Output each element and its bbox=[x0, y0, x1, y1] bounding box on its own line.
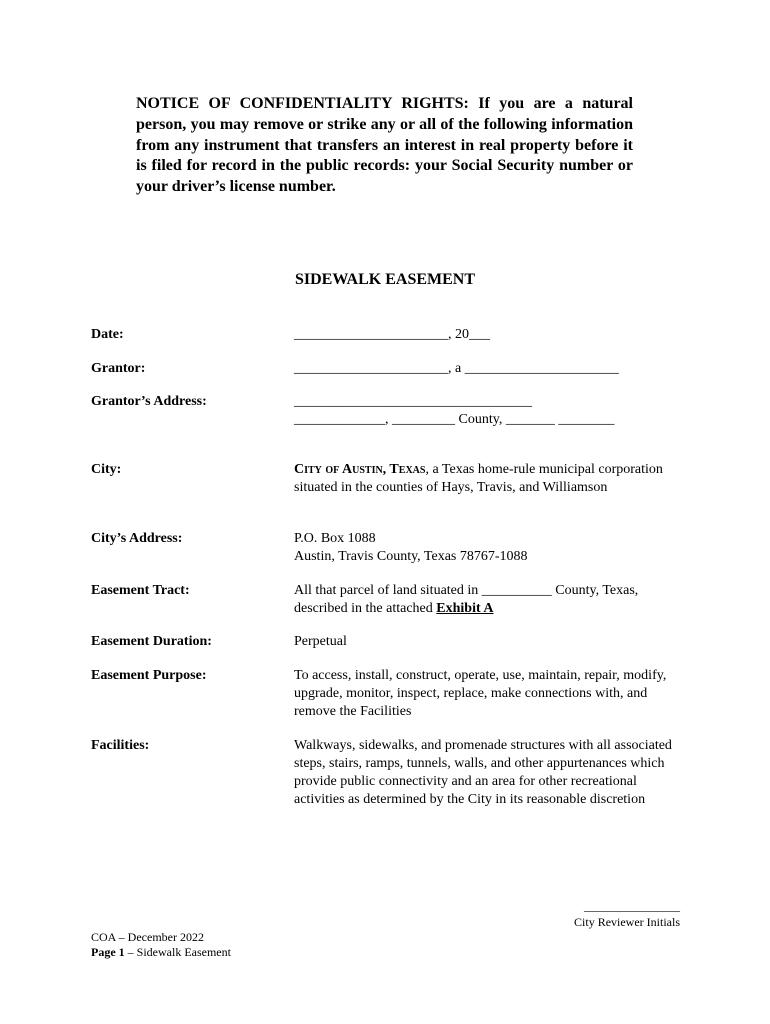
city-reviewer-initials bbox=[540, 898, 680, 930]
city-address-value bbox=[294, 530, 674, 566]
city-address-line2: Austin, Travis County, Texas 78767-1088 bbox=[294, 549, 528, 564]
easement-tract-label: Easement Tract: bbox=[91, 583, 190, 598]
city-description bbox=[294, 461, 674, 497]
city-address-line1: P.O. Box 1088 bbox=[294, 531, 376, 546]
easement-purpose-label: Easement Purpose: bbox=[91, 668, 207, 683]
date-value bbox=[294, 326, 674, 344]
grantor-blank: ______________________, a ______________________ bbox=[294, 361, 619, 376]
easement-tract-description: All that parcel of land situated in __________ County, Texas, described in the attached bbox=[294, 583, 639, 616]
city-name: City of Austin, Texas bbox=[294, 462, 426, 477]
grantor-address-line1: __________________________________ bbox=[294, 394, 532, 409]
easement-duration-label: Easement Duration: bbox=[91, 634, 212, 649]
grantor-label: Grantor: bbox=[91, 361, 146, 376]
city-description-rest: , a Texas home-rule municipal corporation situated in the counties of Hays, Travis, and Williamson bbox=[294, 462, 663, 495]
footer-org-date: COA – December 2022 bbox=[91, 930, 204, 944]
city-value bbox=[294, 461, 674, 497]
easement-duration-value bbox=[294, 633, 674, 651]
grantor-address-label: Grantor’s Address: bbox=[91, 394, 207, 409]
facilities-text: Walkways, sidewalks, and promenade structures with all associated steps, stairs, ramps, tunnels, walls, and other appurtenances which provide public connectivity and an area for other recreational activities as determined by the City in its reasonable discretion bbox=[294, 738, 672, 807]
easement-purpose-value bbox=[294, 667, 674, 721]
grantor-value bbox=[294, 360, 674, 378]
city-address-label: City’s Address: bbox=[91, 531, 183, 546]
easement-tract-text bbox=[294, 582, 674, 618]
facilities-value bbox=[294, 737, 674, 809]
footer-page-number: Page 1 bbox=[91, 945, 125, 959]
facilities-label: Facilities: bbox=[91, 738, 150, 753]
city-label: City: bbox=[91, 462, 122, 477]
easement-tract-value bbox=[294, 582, 674, 618]
exhibit-a-reference: Exhibit A bbox=[436, 601, 494, 616]
document-title: SIDEWALK EASEMENT bbox=[294, 271, 476, 288]
footer-doc-name: – Sidewalk Easement bbox=[124, 945, 231, 959]
grantor-address-value bbox=[294, 393, 674, 429]
date-label: Date: bbox=[91, 327, 124, 342]
initials-label: City Reviewer Initials bbox=[574, 915, 680, 929]
grantor-address-line2: _____________, _________ County, _______ ________ bbox=[294, 412, 615, 427]
page-footer bbox=[91, 930, 231, 960]
confidentiality-notice: NOTICE OF CONFIDENTIALITY RIGHTS: If you are a natural person, you may remove or strike any or all of the following information from any instrument that transfers an interest in real property before it is filed for record in the public records: your Social Security number or your driver’s license number. bbox=[136, 95, 633, 196]
date-blank: ______________________, 20___ bbox=[294, 327, 490, 342]
easement-purpose-text: To access, install, construct, operate, use, maintain, repair, modify, upgrade, monitor, inspect, replace, make connections with, and remove the Facilities bbox=[294, 668, 667, 719]
initials-line: ________________ bbox=[584, 899, 680, 913]
easement-duration-text: Perpetual bbox=[294, 634, 347, 649]
footer-page-line bbox=[91, 945, 231, 960]
